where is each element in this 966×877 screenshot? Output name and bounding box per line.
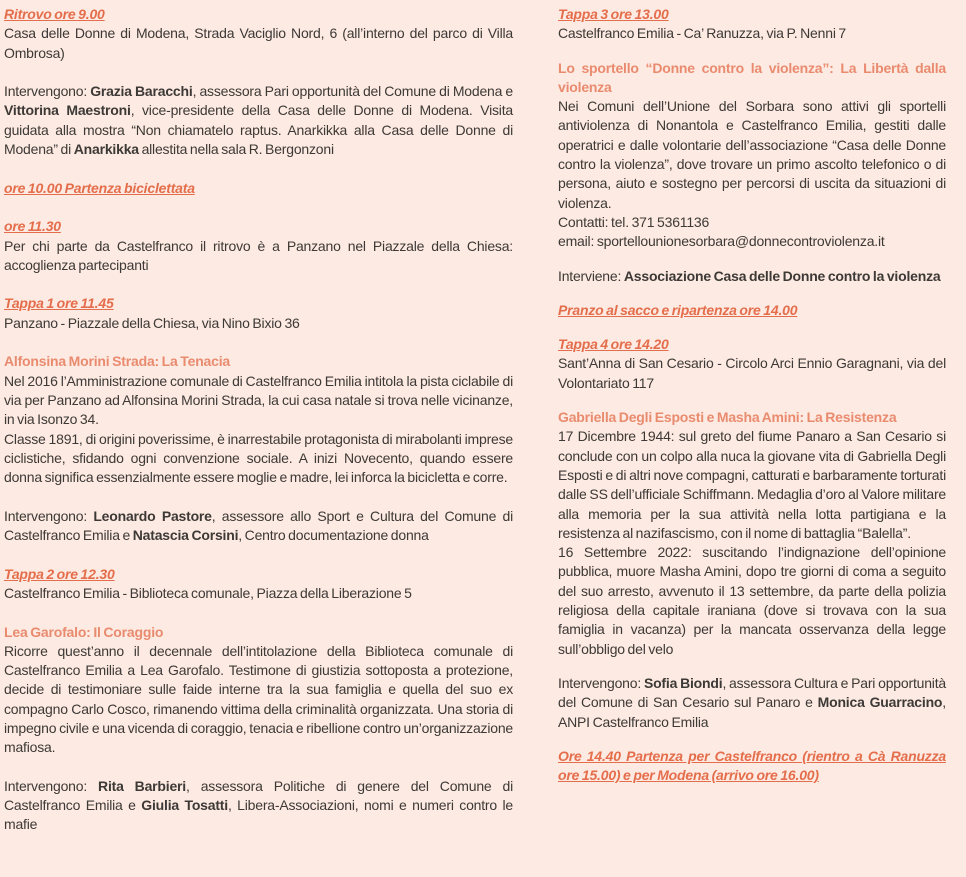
time-heading: ore 10.00 Partenza biciclettata <box>4 179 195 196</box>
paragraph <box>558 427 946 543</box>
text-run: Casa delle Donne di Modena, Strada Vaciglio Nord, 6 (all’interno del parco di Villa Ombrosa) <box>4 25 513 61</box>
text-run: Intervengono: <box>4 83 91 100</box>
time-heading: Tappa 1 ore 11.45 <box>4 295 114 312</box>
text-run: Sant’Anna di San Cesario - Circolo Arci Ennio Garagnani, via del Volontariato 117 <box>558 355 946 391</box>
text-run: Intervengono: <box>4 777 99 794</box>
text-run: , Centro documentazione donna <box>238 527 429 544</box>
paragraph <box>4 237 513 276</box>
paragraph <box>4 372 513 430</box>
text-run: , vice-presidente della Casa delle Donne di Modena. Visita guidata alla mostra “Non chiamatelo raptus. Anarkikka alla Casa delle Donne di Modena” di <box>4 102 513 158</box>
bold-name: Giulia Tosatti <box>141 797 228 814</box>
paragraph <box>4 584 513 603</box>
spacer <box>558 252 946 267</box>
time-heading: ore 11.30 <box>4 218 61 235</box>
right-column <box>558 5 946 877</box>
paragraph <box>558 354 946 393</box>
text-run: Contatti: tel. 371 5361136 <box>558 213 710 230</box>
text-run: , assessora Pari opportunità del Comune di Modena e <box>192 83 513 100</box>
paragraph <box>558 267 946 286</box>
text-run: Nei Comuni dell’Unione del Sorbara sono attivi gli sportelli antiviolenza di Nonantola e Castelfranco Emilia, gestiti dalle operatrici e dalle volontarie dell’associazione “Casa delle Donne contro la violenza”, dove trovare un primo ascolto telefonico o di persona, aiuto e sostegno per percorsi di uscita da situazioni di violenza. <box>558 98 946 211</box>
text-run: , assessore allo Sport e Cultura del Comune di Castelfranco Emilia e <box>4 507 513 544</box>
paragraph <box>558 24 946 43</box>
time-heading: Tappa 3 ore 13.00 <box>558 6 669 22</box>
spacer <box>4 333 513 352</box>
left-column <box>4 5 513 877</box>
spacer <box>4 758 513 777</box>
text-run: Per chi parte da Castelfranco il ritrovo è a Panzano nel Piazzale della Chiesa: accoglienza partecipanti <box>4 237 513 273</box>
paragraph <box>558 543 946 659</box>
spacer <box>4 487 513 506</box>
section-title: Alfonsina Morini Strada: La Tenacia <box>4 353 231 370</box>
bold-name: Leonardo Pastore <box>93 507 212 524</box>
paragraph <box>558 97 946 213</box>
bold-name: Natascia Corsini <box>132 527 239 544</box>
text-run: Intervengono: <box>558 674 644 691</box>
bold-name: Monica Guarracino <box>817 694 943 711</box>
paragraph <box>4 777 513 835</box>
spacer <box>4 603 513 622</box>
closing-heading: Ore 14.40 Partenza per Castelfranco (rientro a Cà Ranuzza ore 15.00) e per Modena (arrivo ore 16.00) <box>558 747 946 784</box>
paragraph <box>558 232 946 251</box>
spacer <box>558 659 946 674</box>
paragraph <box>4 82 513 159</box>
text-run: Ricorre quest’anno il decennale dell’intitolazione della Biblioteca comunale di Castelfranco Emilia a Lea Garofalo. Testimone di giustizia sottoposta a protezione, decide di testimoniare sulle faide interne tra la sua famiglia e quella del suo ex compagno Carlo Cosco, rimanendo vittima della criminalità organizzata. Una storia di impegno civile e una vicenda di coraggio, tenacia e ribellione contro un’organizzazione mafiosa. <box>4 642 513 756</box>
paragraph <box>4 642 513 758</box>
spacer <box>558 44 946 59</box>
paragraph <box>558 213 946 232</box>
time-heading: Ritrovo ore 9.00 <box>4 6 105 22</box>
paragraph <box>4 430 513 488</box>
text-run: allestita nella sala R. Bergonzoni <box>138 141 334 158</box>
text-run: 17 Dicembre 1944: sul greto del fiume Panaro a San Cesario si conclude con un colpo alla nuca la giovane vita di Gabriella Degli Esposti e di altri nove compagni, catturati e barbaramente torturati dalle SS dell’ufficiale Schiffmann. Medaglia d’oro al Valore militare alla memoria per la sua attività nella lotta partigiana e la resistenza al nazifascismo, con il nome di battaglia “Balella”. <box>558 428 946 541</box>
spacer <box>558 393 946 408</box>
spacer <box>558 320 946 335</box>
text-run: , Libera-Associazioni, nomi e numeri contro le mafie <box>4 797 513 833</box>
spacer <box>4 545 513 564</box>
text-run: Interviene: <box>558 267 624 284</box>
section-title: Lo sportello “Donne contro la violenza”: La Libertà dalla violenza <box>558 59 946 95</box>
section-title: Gabriella Degli Esposti e Masha Amini: La Resistenza <box>558 409 897 426</box>
spacer <box>558 286 946 301</box>
text-run: , assessora Cultura e Pari opportunità del Comune di San Cesario sul Panaro e <box>558 674 946 711</box>
text-run: Intervengono: <box>4 507 94 524</box>
spacer <box>4 159 513 178</box>
spacer <box>4 275 513 294</box>
spacer <box>4 63 513 82</box>
bold-name: Associazione Casa delle Donne contro la violenza <box>623 267 941 284</box>
time-heading: Tappa 2 ore 12.30 <box>4 565 115 582</box>
bold-name: Vittorina Maestroni <box>4 102 131 119</box>
section-title: Lea Garofalo: Il Coraggio <box>4 623 164 640</box>
text-run: Classe 1891, di origini poverissime, è inarrestabile protagonista di mirabolanti imprese ciclistiche, sfidando ogni convenzione sociale. A inizi Novecento, quando essere donna significa essenzialmente essere moglie e madre, lei inforca la bicicletta e corre. <box>4 430 513 486</box>
time-heading: Pranzo al sacco e ripartenza ore 14.00 <box>558 301 798 318</box>
paragraph <box>4 314 513 333</box>
bold-name: Grazia Baracchi <box>90 83 193 100</box>
bold-name: Anarkikka <box>73 141 139 158</box>
text-run: 16 Settembre 2022: suscitando l’indignazione dell’opinione pubblica, muore Masha Amini, dopo tre giorni di coma a seguito del suo arresto, avvenuto il 13 settembre, da parte della polizia religiosa della capitale iraniana (dove si trovava con la sua famiglia in vacanza) per la mancata osservanza della legge sull’obbligo del velo <box>558 544 946 657</box>
paragraph <box>4 24 513 63</box>
text-run: , assessora Politiche di genere del Comune di Castelfranco Emilia e <box>4 777 514 814</box>
text-run: email: sportellounionesorbara@donnecontroviolenza.it <box>558 233 885 250</box>
spacer <box>558 732 946 747</box>
paragraph <box>558 674 946 732</box>
paragraph <box>4 507 513 546</box>
text-run: Nel 2016 l’Amministrazione comunale di Castelfranco Emilia intitola la pista ciclabile di via per Panzano ad Alfonsina Morini Strada, la cui casa natale si trova nelle vicinanze, in via Isonzo 34. <box>4 372 513 428</box>
time-heading: Tappa 4 ore 14.20 <box>558 336 669 353</box>
text-run: Panzano - Piazzale della Chiesa, via Nino Bixio 36 <box>4 314 300 331</box>
bold-name: Rita Barbieri <box>98 777 186 794</box>
bold-name: Sofia Biondi <box>643 674 723 691</box>
text-run: Castelfranco Emilia - Biblioteca comunale, Piazza della Liberazione 5 <box>4 584 412 601</box>
text-run: Castelfranco Emilia - Ca’ Ranuzza, via P. Nenni 7 <box>558 25 847 42</box>
spacer <box>4 198 513 217</box>
text-run: , ANPI Castelfranco Emilia <box>558 694 946 730</box>
